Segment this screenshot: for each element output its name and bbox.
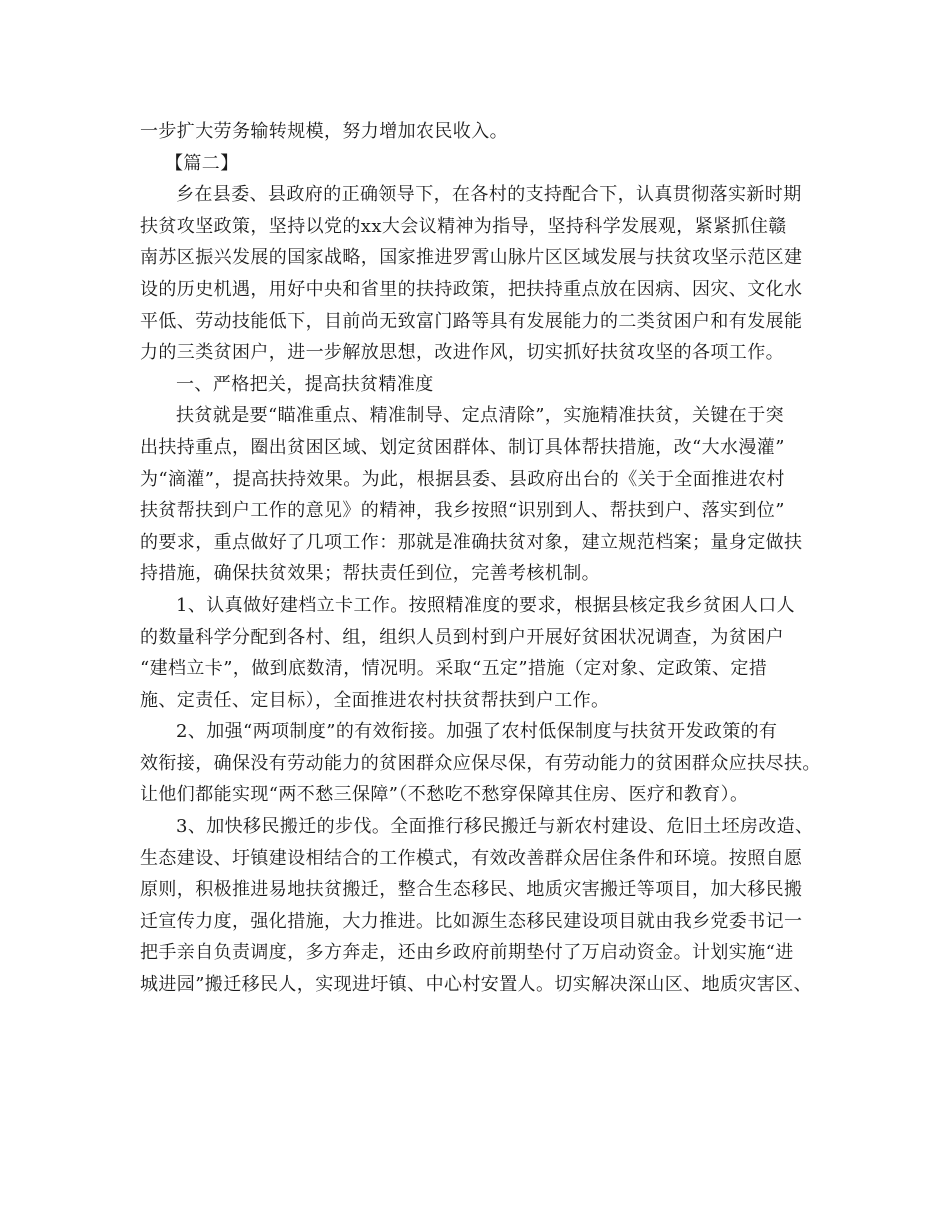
- text-line: 一步扩大劳务输转规模，努力增加农民收入。: [140, 121, 508, 142]
- text-line: 扶贫就是要“瞄准重点、精准制导、定点清除”，实施精准扶贫，关键在于突: [176, 405, 785, 427]
- text-line: 出扶持重点，圈出贫困区域、划定贫困群体、制订具体帮扶措施，改“大水漫灌”: [140, 436, 785, 458]
- text-line: 乡在县委、县政府的正确领导下，在各村的支持配合下，认真贯彻落实新时期: [176, 184, 802, 206]
- text-line: 原则，积极推进易地扶贫搬迁，整合生态移民、地质灾害搬迁等项目，加大移民搬: [140, 879, 803, 901]
- text-line: 施、定责任、定目标），全面推进农村扶贫帮扶到户工作。: [140, 689, 610, 711]
- text-line: 扶贫攻坚政策，坚持以党的xx大会议精神为指导，坚持科学发展观，紧紧抓住赣: [140, 215, 787, 237]
- subsection-heading: 一、严格把关，提高扶贫精准度: [176, 373, 434, 395]
- text-line: 为“滴灌”，提高扶持效果。为此，根据县委、县政府出台的《关于全面推进农村: [140, 468, 785, 490]
- section-heading: 【篇二】: [165, 152, 239, 174]
- document-body: [140, 116, 830, 1001]
- text-line: 把手亲自负责调度，多方奔走，还由乡政府前期垫付了万启动资金。计划实施“进: [140, 942, 794, 964]
- text-line: 让他们都能实现“两不愁三保障”（不愁吃不愁穿保障其住房、医疗和教育）。: [140, 784, 749, 806]
- text-line: 城进园”搬迁移民人，实现进圩镇、中心村安置人。切实解决深山区、地质灾害区、: [140, 974, 812, 996]
- text-line: 的数量科学分配到各村、组，组织人员到村到户开展好贫困状况调查，为贫困户: [140, 626, 784, 648]
- text-line: 效衔接，确保没有劳动能力的贫困群众应保尽保，有劳动能力的贫困群众应扶尽扶。: [140, 752, 821, 774]
- text-line: 设的历史机遇，用好中央和省里的扶持政策，把扶持重点放在因病、因灾、文化水: [140, 278, 803, 300]
- text-line: 扶贫帮扶到户工作的意见》的精神，我乡按照“识别到人、帮扶到户、落实到位”: [140, 500, 785, 522]
- text-line: 持措施，确保扶贫效果；帮扶责任到位，完善考核机制。: [140, 563, 600, 585]
- text-line: “建档立卡”，做到底数清，情况明。采取“五定”措施（定对象、定政策、定措: [140, 658, 768, 680]
- text-line: 的要求，重点做好了几项工作：那就是准确扶贫对象，建立规范档案；量身定做扶: [140, 531, 803, 553]
- text-line: 1、认真做好建档立卡工作。按照精准度的要求，根据县核定我乡贫困人口人: [176, 594, 796, 616]
- text-line: 生态建设、圩镇建设相结合的工作模式，有效改善群众居住条件和环境。按照自愿: [140, 847, 803, 869]
- text-line: 平低、劳动技能低下，目前尚无致富门路等具有发展能力的二类贫困户和有发展能: [140, 310, 803, 332]
- text-line: 迁宣传力度，强化措施，大力推进。比如源生态移民建设项目就由我乡党委书记一: [140, 910, 803, 932]
- text-line: 3、加快移民搬迁的步伐。全面推行移民搬迁与新农村建设、危旧土坯房改造、: [176, 816, 814, 838]
- text-line: 2、加强“两项制度”的有效衔接。加强了农村低保制度与扶贫开发政策的有: [176, 721, 778, 743]
- text-line: 力的三类贫困户，进一步解放思想，改进作风，切实抓好扶贫攻坚的各项工作。: [140, 342, 784, 364]
- text-line: 南苏区振兴发展的国家战略，国家推进罗霄山脉片区区域发展与扶贫攻坚示范区建: [140, 247, 803, 269]
